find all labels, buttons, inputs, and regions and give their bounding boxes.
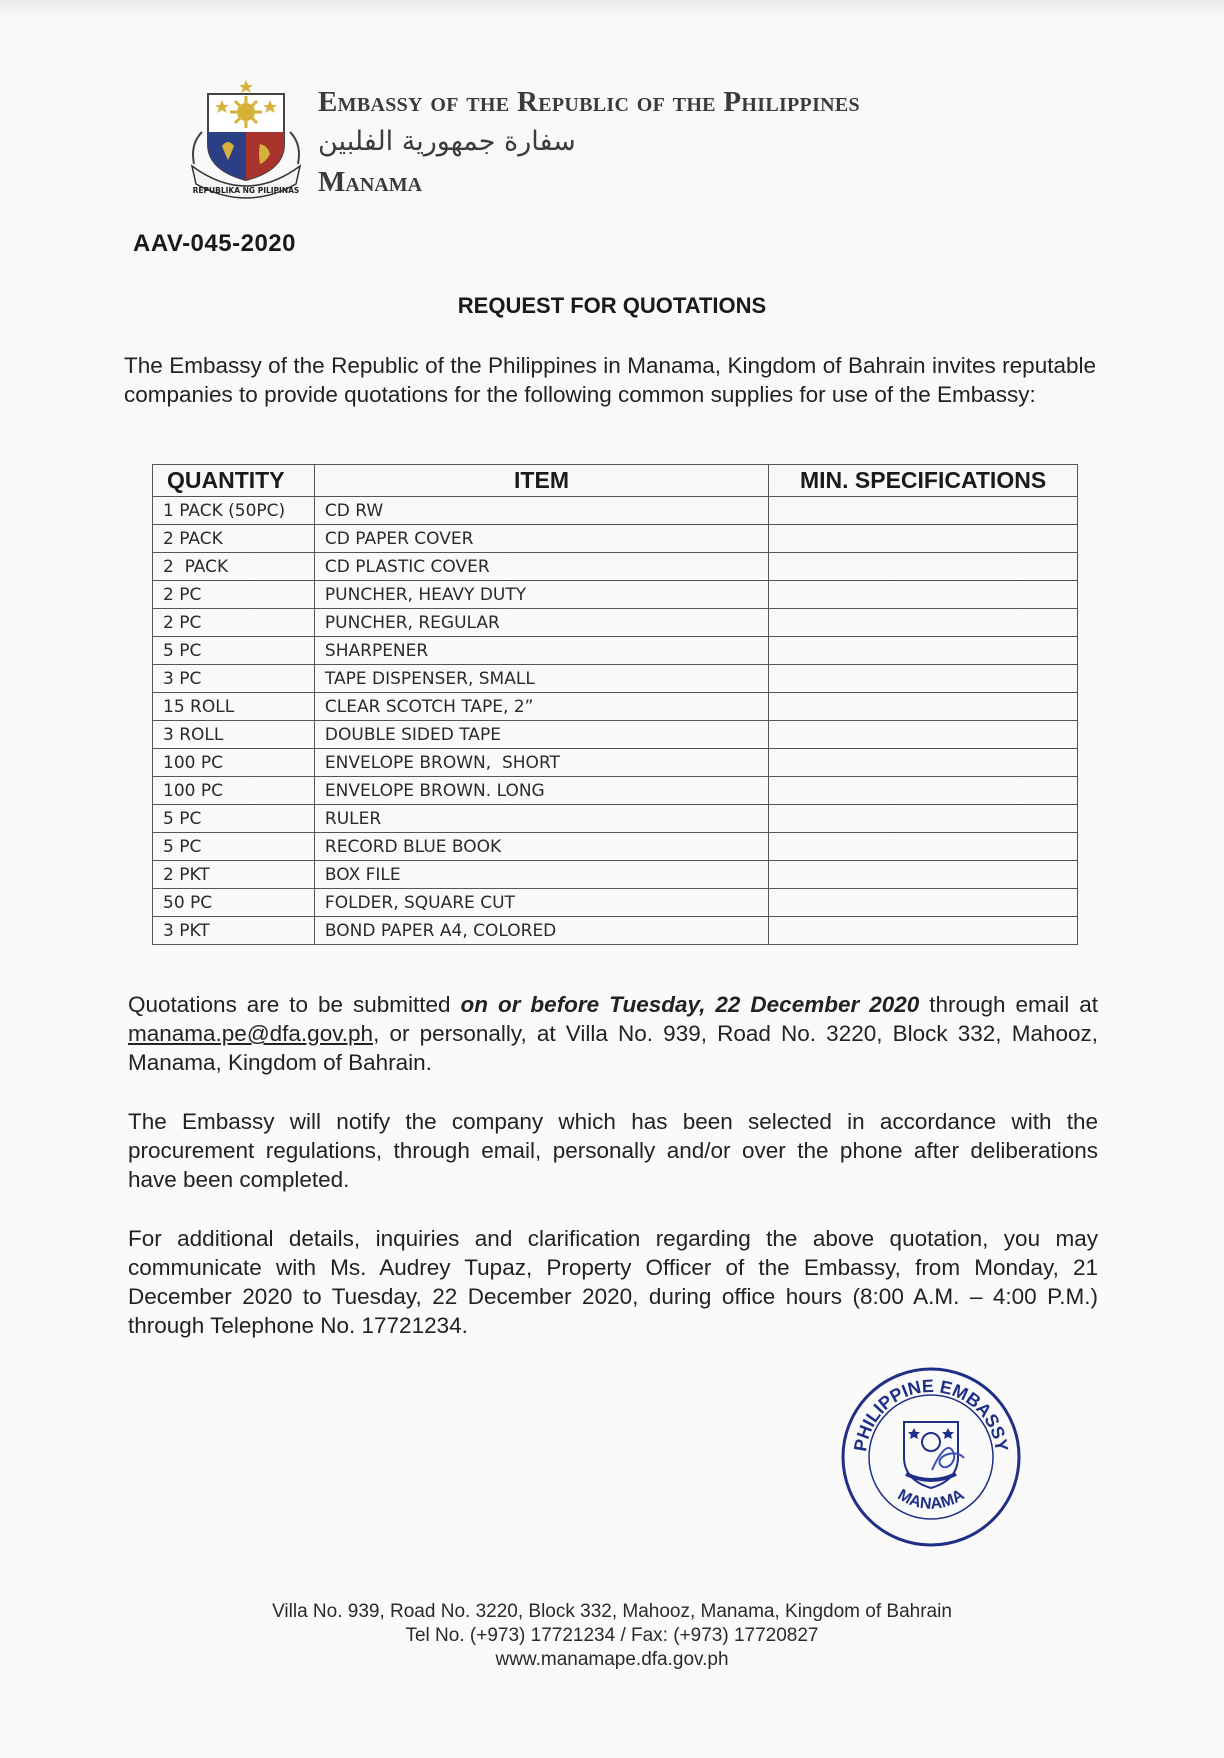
svg-text:MANAMA [895,1486,968,1513]
reference-number: AAV-045-2020 [133,230,296,257]
notice-paragraph: The Embassy will notify the company which has been selected in accordance with the procurement regulations, through email, personally and/or over the phone after deliberations have been completed. [128,1109,1098,1192]
cell-quantity: 2 PC [153,609,315,637]
cell-specification [769,917,1078,945]
cell-quantity: 3 PKT [153,917,315,945]
cell-item: BOX FILE [314,861,768,889]
email-link[interactable]: manama.pe@dfa.gov.ph [128,1021,374,1046]
table-row [153,777,1078,805]
table-row [153,805,1078,833]
cell-specification [769,497,1078,525]
table-row [153,721,1078,749]
table-row [153,553,1078,581]
cell-quantity: 2 PKT [153,861,315,889]
letter-footer [0,1600,1224,1672]
cell-item: PUNCHER, REGULAR [314,609,768,637]
footer-website[interactable]: www.manamape.dfa.gov.ph [495,1649,729,1670]
cell-specification [769,693,1078,721]
table-row [153,861,1078,889]
svg-text:PHILIPPINE EMBASSY [850,1376,1012,1453]
cell-specification [769,721,1078,749]
cell-item: TAPE DISPENSER, SMALL [314,665,768,693]
philippine-seal-logo [186,74,306,206]
table-row [153,525,1078,553]
table-row [153,749,1078,777]
table-row [153,497,1078,525]
cell-specification [769,749,1078,777]
footer-address: Villa No. 939, Road No. 3220, Block 332, Mahooz, Manama, Kingdom of Bahrain [272,1601,952,1622]
letterhead-title: Embassy of the Republic of the Philippines [318,86,860,118]
table-row [153,833,1078,861]
column-header-specifications: MIN. SPECIFICATIONS [769,465,1078,497]
cell-quantity: 3 ROLL [153,721,315,749]
cell-specification [769,553,1078,581]
cell-specification [769,833,1078,861]
letterhead-arabic-title: سفارة جمهورية الفلبين [318,126,576,157]
submission-suffix: , or personally, at Villa No. 939, Road No. 3220, Block 332, Mahooz, Manama, Kingdom of Bahrain. [128,1021,1098,1075]
cell-specification [769,889,1078,917]
contact-paragraph: For additional details, inquiries and clarification regarding the above quotation, you may communicate with Ms. Audrey Tupaz, Property Officer of the Embassy, from Monday, 21 December 2020 to Tuesday, 22 December 2020, during office hours (8:00 A.M. – 4:00 P.M.) through Telephone No. 17721234. [128,1226,1098,1338]
cell-quantity: 5 PC [153,637,315,665]
cell-quantity: 2 PACK [153,525,315,553]
intro-paragraph: The Embassy of the Republic of the Philippines in Manama, Kingdom of Bahrain invites reputable companies to provide quotations for the following common supplies for use of the Embassy: [124,353,1096,407]
cell-item: ENVELOPE BROWN. LONG [314,777,768,805]
cell-item: CD PLASTIC COVER [314,553,768,581]
cell-specification [769,581,1078,609]
cell-quantity: 2 PACK [153,553,315,581]
svg-text:REPUBLIKA NG PILIPINAS: REPUBLIKA NG PILIPINAS [192,186,300,195]
table-row [153,581,1078,609]
cell-item: RECORD BLUE BOOK [314,833,768,861]
cell-specification [769,525,1078,553]
cell-quantity: 2 PC [153,581,315,609]
cell-item: ENVELOPE BROWN, SHORT [314,749,768,777]
footer-phone: Tel No. (+973) 17721234 / Fax: (+973) 17720827 [405,1625,819,1646]
cell-specification [769,777,1078,805]
cell-item: RULER [314,805,768,833]
cell-specification [769,665,1078,693]
cell-quantity: 50 PC [153,889,315,917]
table-row [153,889,1078,917]
column-header-quantity: QUANTITY [153,465,315,497]
table-header-row [153,465,1078,497]
document-heading: REQUEST FOR QUOTATIONS [457,293,767,318]
cell-item: DOUBLE SIDED TAPE [314,721,768,749]
cell-quantity: 100 PC [153,749,315,777]
submission-paragraph [128,990,1098,1077]
table-row [153,917,1078,945]
table-row [153,693,1078,721]
cell-item: BOND PAPER A4, COLORED [314,917,768,945]
table-row [153,665,1078,693]
quotation-items-table [152,464,1078,945]
cell-specification [769,609,1078,637]
cell-quantity: 15 ROLL [153,693,315,721]
embassy-stamp [836,1362,1026,1552]
table-row [153,609,1078,637]
submission-deadline: on or before Tuesday, 22 December 2020 [460,992,920,1017]
cell-quantity: 5 PC [153,805,315,833]
stamp-top-text: PHILIPPINE EMBASSY [850,1375,1012,1453]
cell-item: CD PAPER COVER [314,525,768,553]
letterhead-city: Manama [318,166,423,198]
column-header-item: ITEM [314,465,768,497]
cell-item: FOLDER, SQUARE CUT [314,889,768,917]
cell-quantity: 100 PC [153,777,315,805]
cell-specification [769,805,1078,833]
table-row [153,637,1078,665]
cell-specification [769,637,1078,665]
cell-item: CLEAR SCOTCH TAPE, 2” [314,693,768,721]
cell-item: PUNCHER, HEAVY DUTY [314,581,768,609]
cell-quantity: 1 PACK (50PC) [153,497,315,525]
cell-quantity: 3 PC [153,665,315,693]
submission-prefix: Quotations are to be submitted [128,992,461,1017]
submission-mid: through email at [919,992,1098,1017]
stamp-bottom-text: MANAMA [894,1486,968,1513]
cell-specification [769,861,1078,889]
cell-quantity: 5 PC [153,833,315,861]
cell-item: CD RW [314,497,768,525]
cell-item: SHARPENER [314,637,768,665]
